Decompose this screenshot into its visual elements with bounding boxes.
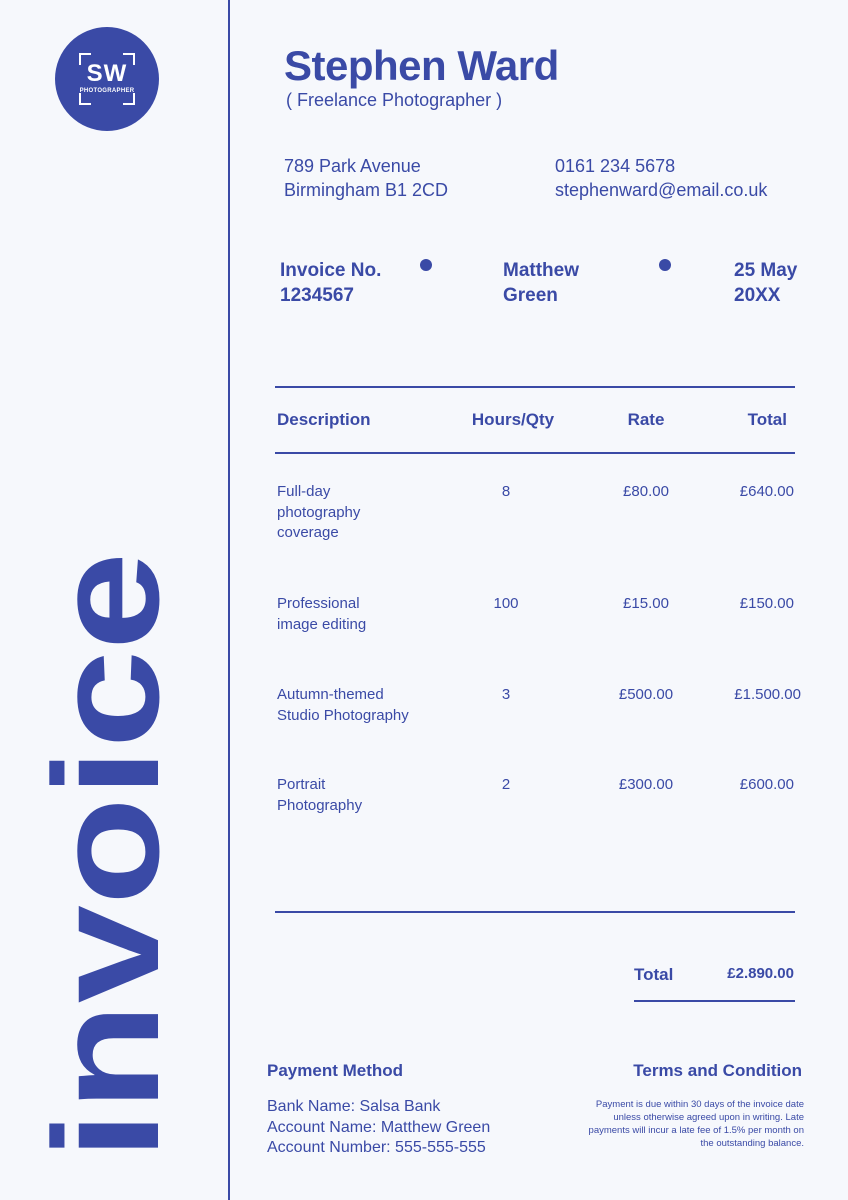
row-qty: 3: [501, 686, 511, 703]
table-row-description: [277, 775, 362, 816]
payment-method-title: Payment Method: [267, 1061, 404, 1080]
row-desc-line: Autumn-themed: [277, 686, 384, 703]
row-total: £1.500.00: [734, 686, 801, 703]
freelancer-role: ( Freelance Photographer ): [286, 90, 503, 110]
header-total: Total: [747, 410, 787, 429]
corner-bracket-icon: [79, 93, 91, 105]
row-desc-line: photography: [277, 503, 361, 521]
bank-details: [267, 1097, 490, 1159]
row-rate: £80.00: [623, 483, 669, 500]
invoice-number: 1234567: [280, 285, 354, 306]
table-header-rule: [275, 452, 795, 454]
grand-total-label: Total: [634, 965, 674, 984]
row-rate: £300.00: [618, 776, 674, 793]
sidebar-divider: [228, 0, 230, 1200]
corner-bracket-icon: [123, 93, 135, 105]
bank-name: Bank Name: Salsa Bank: [267, 1098, 441, 1115]
invoice-vertical-text: invoice: [22, 643, 190, 1160]
client-block: [503, 258, 579, 308]
row-rate: £15.00: [623, 595, 669, 612]
phone: 0161 234 5678: [555, 156, 676, 176]
row-qty: 8: [501, 483, 511, 500]
terms-line: unless otherwise agreed upon in writing. Late: [613, 1112, 804, 1123]
account-name: Account Name: Matthew Green: [267, 1118, 491, 1136]
address: [284, 154, 448, 202]
grand-total-value: £2.890.00: [727, 965, 794, 982]
invoice-number-label: Invoice No.: [280, 260, 382, 281]
address-line-1: 789 Park Avenue: [284, 156, 421, 176]
row-desc-line: Photography: [277, 796, 363, 814]
freelancer-name: Stephen Ward: [284, 42, 559, 89]
account-number: Account Number: 555-555-555: [267, 1139, 486, 1156]
row-desc-line: image editing: [277, 615, 367, 633]
client-last-name: Green: [503, 285, 558, 306]
terms-title: Terms and Condition: [633, 1061, 802, 1080]
row-total: £150.00: [739, 595, 794, 612]
table-bottom-rule: [275, 911, 795, 913]
row-desc-line: Portrait: [277, 776, 326, 793]
logo-subtitle: PHOTOGRAPHER: [79, 88, 135, 94]
row-total: £640.00: [739, 483, 794, 500]
terms-line: Payment is due within 30 days of the invoice date: [595, 1099, 804, 1110]
date-block: [734, 258, 797, 308]
row-desc-line: coverage: [277, 524, 339, 541]
row-rate: £500.00: [618, 686, 674, 703]
logo-monogram: SW: [86, 60, 128, 87]
contact-details: [555, 154, 767, 202]
header-description: Description: [277, 410, 371, 429]
table-row-description: [277, 482, 360, 544]
address-line-2: Birmingham B1 2CD: [284, 180, 449, 200]
date-line-2: 20XX: [734, 285, 781, 306]
invoice-number-block: [280, 258, 381, 308]
row-total: £600.00: [739, 776, 794, 793]
row-qty: 2: [501, 776, 511, 793]
header-qty: Hours/Qty: [471, 410, 555, 429]
date-line-1: 25 May: [734, 260, 798, 281]
terms-line: payments will incur a late fee of 1.5% per month on: [588, 1125, 804, 1136]
table-row-description: [277, 594, 366, 635]
row-desc-line: Studio Photography: [277, 706, 409, 724]
terms-line: the outstanding balance.: [700, 1138, 804, 1149]
email: stephenward@email.co.uk: [555, 180, 768, 200]
row-desc-line: Full-day: [277, 483, 331, 500]
terms-text: [550, 1098, 804, 1150]
client-first-name: Matthew: [503, 260, 579, 281]
bullet-dot-icon: [659, 259, 671, 271]
header-rate: Rate: [627, 410, 665, 429]
table-row-description: [277, 685, 409, 726]
logo: [55, 27, 159, 131]
invoice-vertical-title: [22, 548, 190, 1168]
row-desc-line: Professional: [277, 595, 360, 612]
row-qty: 100: [493, 595, 519, 612]
table-top-rule: [275, 386, 795, 388]
bullet-dot-icon: [420, 259, 432, 271]
total-underline: [634, 1000, 795, 1002]
